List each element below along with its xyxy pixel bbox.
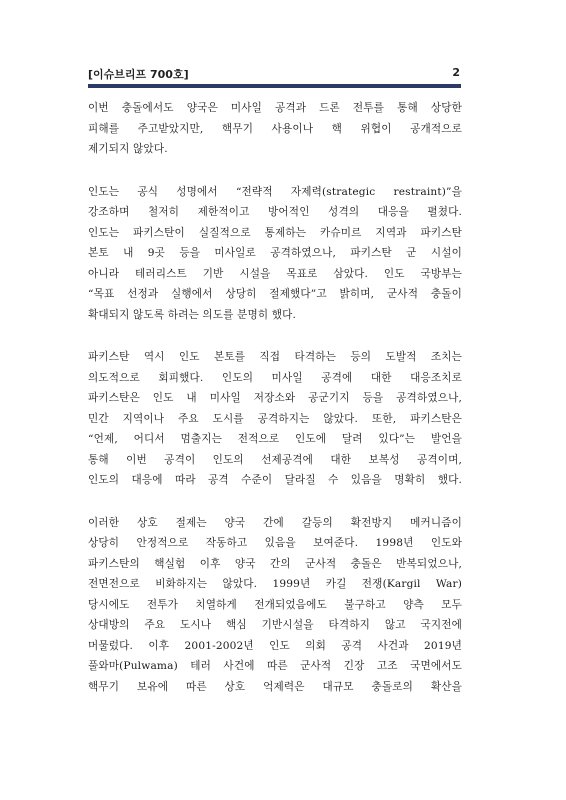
text-line: 인도는 파키스탄이 실질적으로 통제하는 카슈미르 지역과 파키스탄 xyxy=(88,226,462,239)
paragraph-2 xyxy=(88,182,462,326)
text-line: 제기되지 않았다. xyxy=(88,143,168,155)
text-line: 민간 지역이나 주요 도시를 공격하지는 않았다. 또한, 파키스탄은 xyxy=(88,412,462,425)
text-line: 파키스탄의 핵실험 이후 양국 간의 군사적 충돌은 반복되었으나, xyxy=(88,557,462,570)
paragraph-3 xyxy=(88,347,462,491)
text-line: 머물렀다. 이후 2001-2002년 인도 의회 공격 사건과 2019년 xyxy=(88,639,462,652)
page-header xyxy=(88,62,460,82)
text-line: 인도는 공식 성명에서 “전략적 자제력(strategic restraint)”을 xyxy=(88,185,462,198)
text-line: 아니라 테러리스트 기반 시설을 목표로 삼았다. 인도 국방부는 xyxy=(88,267,462,280)
text-line: 풀와마(Pulwama) 테러 사건에 따른 군사적 긴장 고조 국면에서도 xyxy=(88,660,462,672)
document-body xyxy=(88,98,462,719)
text-line: “언제, 어디서 멈출지는 전적으로 인도에 달려 있다”는 발언을 xyxy=(88,433,462,445)
text-line: 본토 내 9곳 등을 미사일로 공격하였으나, 파키스탄 군 시설이 xyxy=(88,247,462,259)
text-line: 상대방의 주요 도시나 핵심 기반시설을 타격하지 않고 국지전에 xyxy=(88,619,462,631)
paragraph-4 xyxy=(88,513,462,698)
text-line: 확대되지 않도록 하려는 의도를 분명히 했다. xyxy=(88,308,297,321)
text-line: 당시에도 전투가 치열하게 전개되었음에도 불구하고 양측 모두 xyxy=(88,598,462,611)
text-line: 파키스탄 역시 인도 본토를 직접 타격하는 등의 도발적 조치는 xyxy=(88,351,462,363)
text-line: 인도의 대응에 따라 공격 수준이 달라질 수 있음을 명확히 했다. xyxy=(88,474,462,486)
text-line: 파키스탄은 인도 내 미사일 저장소와 공군기지 등을 공격하였으나, xyxy=(88,392,462,404)
text-line: 이번 충돌에서도 양국은 미사일 공격과 드론 전투를 통해 상당한 xyxy=(88,102,462,114)
header-divider xyxy=(88,84,461,88)
text-line: 이러한 상호 절제는 양국 간에 갈등의 확전방지 메커니즘이 xyxy=(88,516,462,529)
text-line: 통해 이번 공격이 인도의 선제공격에 대한 보복성 공격이며, xyxy=(88,453,462,466)
paragraph-1 xyxy=(88,98,462,160)
text-line: 전면전으로 비화하지는 않았다. 1999년 카길 전쟁(Kargil War) xyxy=(88,578,462,590)
text-line: 의도적으로 회피했다. 인도의 미사일 공격에 대한 대응조치로 xyxy=(88,371,462,384)
publication-title: [이슈브리프 700호] xyxy=(88,68,189,81)
text-line: 강조하며 철저히 제한적이고 방어적인 성격의 대응을 펼쳤다. xyxy=(88,206,462,218)
text-line: 상당히 안정적으로 작동하고 있음을 보여준다. 1998년 인도와 xyxy=(88,537,462,549)
text-line: “목표 선정과 실행에서 상당히 절제했다”고 밝히며, 군사적 충돌이 xyxy=(88,288,462,300)
text-line: 피해를 주고받았지만, 핵무기 사용이나 핵 위협이 공개적으로 xyxy=(88,122,462,135)
page-number: 2 xyxy=(452,66,460,79)
text-line: 핵무기 보유에 따른 상호 억제력은 대규모 충돌로의 확산을 xyxy=(88,680,462,693)
